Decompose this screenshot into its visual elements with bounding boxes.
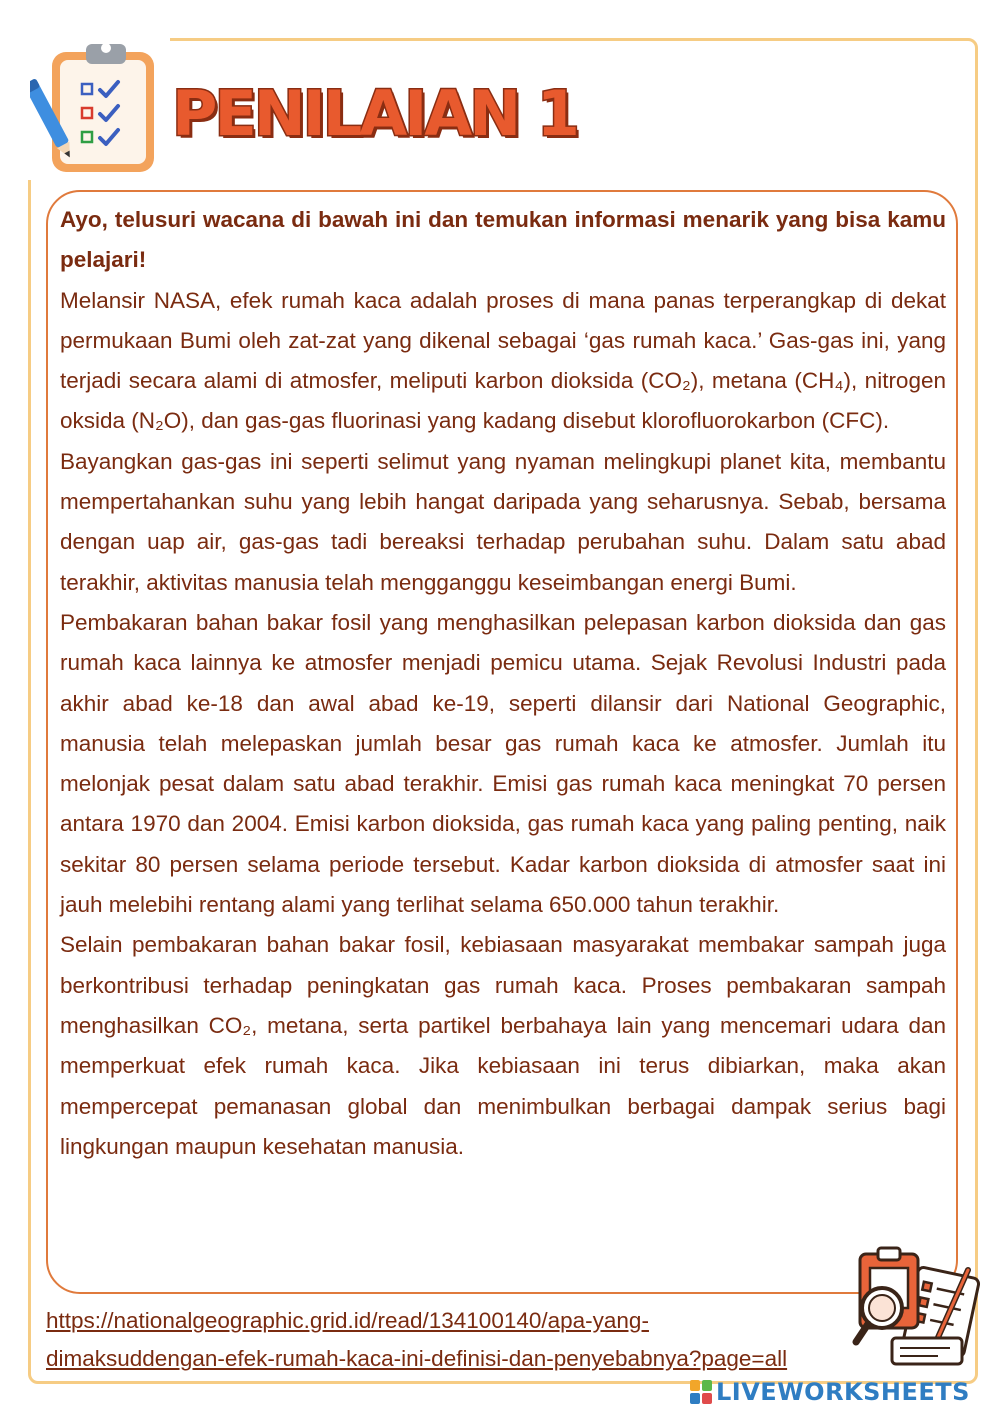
watermark-text: LIVEWORKSHEETS [716,1378,970,1406]
paragraph-1: Melansir NASA, efek rumah kaca adalah proses di mana panas terperangkap di dekat permukaan Bumi oleh zat-zat yang dikenal sebagai ‘gas rumah kaca.’ Gas-gas ini, yang terjadi secara alami di atmosfer, meliputi karbon dioksida (CO₂), metana (CH₄), nitrogen oksida (N₂O), dan gas-gas fluorinasi yang kadang disebut klorofluorokarbon (CFC). [60,287,946,434]
liveworksheets-logo-icon [690,1380,712,1404]
paragraph-3: Pembakaran bahan bakar fosil yang menghasilkan pelepasan karbon dioksida dan gas rumah kaca lainnya ke atmosfer menjadi pemicu utama. Sejak Revolusi Industri pada akhir abad ke-18 dan awal abad ke-19, seperti dilansir dari National Geographic, manusia telah melepaskan jumlah besar gas rumah kaca ke atmosfer. Jumlah itu melonjak pesat dalam satu abad terakhir. Emisi gas rumah kaca meningkat 70 persen antara 1970 dan 2004. Emisi karbon dioksida, gas rumah kaca yang paling penting, naik sekitar 80 persen selama periode tersebut. Kadar karbon dioksida di atmosfer saat ini jauh melebihi rentang alami yang terlihat selama 650.000 tahun terakhir. [60,609,946,918]
reading-passage [60,200,946,1167]
source-link-line-2[interactable]: dimaksuddengan-efek-rumah-kaca-ini-definisi-dan-penyebabnya?page=all [46,1346,788,1371]
source-link-line-1[interactable]: https://nationalgeographic.grid.id/read/134100140/apa-yang- [46,1308,649,1333]
clipboard-magnifier-icon [852,1246,982,1370]
source-link[interactable] [46,1302,906,1378]
paragraph-4: Selain pembakaran bahan bakar fosil, kebiasaan masyarakat membakar sampah juga berkontribusi terhadap peningkatan gas rumah kaca. Proses pembakaran sampah menghasilkan CO₂, metana, serta partikel berbahaya lain yang mencemari udara dan memperkuat efek rumah kaca. Jika kebiasaan ini terus dibiarkan, maka akan mempercepat pemanasan global dan menimbulkan berbagai dampak serius bagi lingkungan maupun kesehatan manusia. [60,932,946,1159]
paragraph-2: Bayangkan gas-gas ini seperti selimut yang nyaman melingkupi planet kita, membantu mempertahankan suhu yang lebih hangat daripada yang seharusnya. Sebab, bersama dengan uap air, gas-gas tadi bereaksi terhadap perubahan suhu. Dalam satu abad terakhir, aktivitas manusia telah mengganggu keseimbangan energi Bumi. [60,448,946,595]
page-title: PENILAIAN 1 [172,77,577,150]
intro-instruction: Ayo, telusuri wacana di bawah ini dan temukan informasi menarik yang bisa kamu pelajari! [60,207,946,273]
clipboard-checklist-icon [30,38,160,178]
liveworksheets-watermark [690,1378,970,1406]
